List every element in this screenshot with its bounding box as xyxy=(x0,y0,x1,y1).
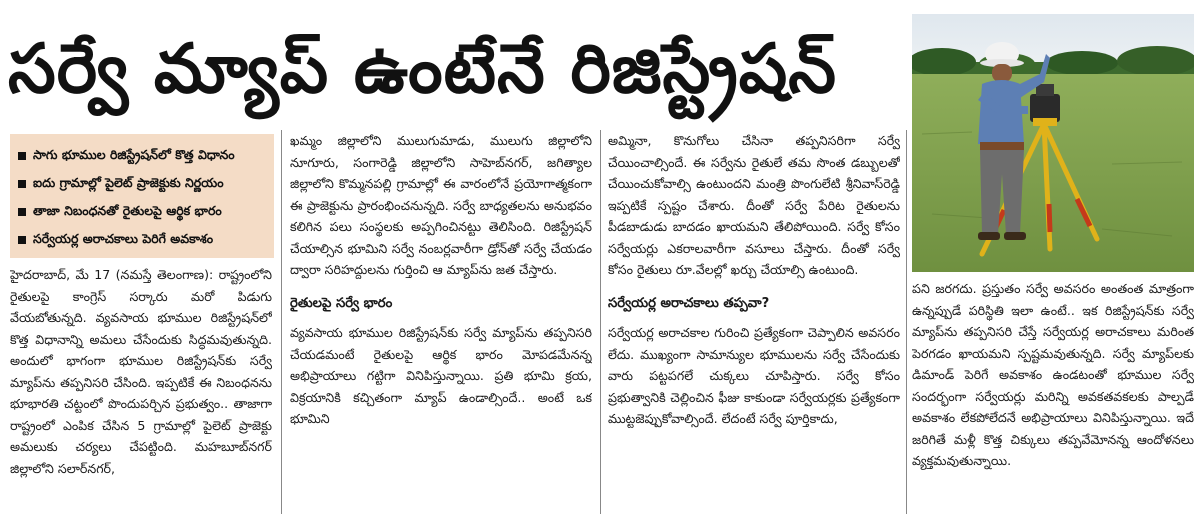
article-paragraph: పని జరగదు. ప్రస్తుతం సర్వే అవసరం అంతంత మాత్రంగా ఉన్నప్పుడే పరిస్థితి ఇలా ఉంటే.. ఇక రిజిస్ట్రేషన్‌కు సర్వే మ్యాప్‌ను తప్పనిసరి చేస్తే సర్వేయర్ల అరాచకాలు మరింత పెరగడం ఖాయమని స్పష్టమవుతున్నది. సర్వే మ్యాప్‌లకు డిమాండ్ పెరిగే అవకాశం ఉండటంతో భూముల సర్వే సందర్భంగా సర్వేయర్లు మరిన్ని అవకతవకలకు పాల్పడే అవకాశం లేకపోలేదనే అభిప్రాయాలు వినిపిస్తున్నాయి. ఇదే జరిగితే మళ్లీ కొత్త చిక్కులు తప్పవేమోనన్న ఆందోళనలు వ్యక్తమవుతున్నాయి. xyxy=(912,281,1194,468)
square-bullet-icon xyxy=(18,208,26,216)
article-column-4 xyxy=(912,278,1194,514)
subheading: రైతులపై సర్వే భారం xyxy=(290,295,393,311)
subheading: సర్వేయర్ల అరాచకాలు తప్పవా? xyxy=(608,295,770,311)
column-divider xyxy=(281,130,282,514)
article-paragraph: హైదరాబాద్, మే 17 (నమస్తే తెలంగాణ): రాష్ట్రంలోని రైతులపై కాంగ్రెస్ సర్కారు మరో పిడుగు వేయబోతున్నది. వ్యవసాయ భూముల రిజిస్ట్రేషన్‌లో కొత్త విధానాన్ని అమలు చేసేందుకు సిద్ధమవుతున్నది. అందులో భాగంగా భూముల రిజిస్ట్రేషన్‌కు సర్వే మ్యాప్‌ను తప్పనిసరి చేసింది. ఇప్పటికే ఈ నిబంధనను భూభారతి చట్టంలో పొందుపర్చిన ప్రభుత్వం.. తాజాగా రాష్ట్రంలో ఎంపిక చేసిన 5 గ్రామాల్లో పైలెట్ ప్రాజెక్టు అమలుకు చర్యలు చేపట్టింది. మహబూబ్‌నగర్ జిల్లాలోని సలార్‌నగర్, xyxy=(10,267,272,476)
column-divider xyxy=(600,130,601,514)
article-column-2 xyxy=(290,130,592,514)
square-bullet-icon xyxy=(18,236,26,244)
article-column-3 xyxy=(608,130,900,514)
highlight-item: ఐదు గ్రామాల్లో పైలెట్ ప్రాజెక్టుకు నిర్ణయం xyxy=(18,170,266,198)
headline: సర్వే మ్యాప్ ఉంటేనే రిజిస్ట్రేషన్ xyxy=(8,30,837,109)
surveyor-photo xyxy=(912,14,1194,272)
article-paragraph: వ్యవసాయ భూముల రిజిస్ట్రేషన్‌కు సర్వే మ్యాప్‌ను తప్పనిసరి చేయడమంటే రైతులపై ఆర్థిక భారం మోపడమేనన్న అభిప్రాయాలు గట్టిగా వినిపిస్తున్నాయి. ప్రతి భూమి క్రయ, విక్రయానికి కచ్చితంగా మ్యాప్ ఉండాల్సిందే.. అంటే ఒక భూమిని xyxy=(290,325,592,426)
square-bullet-icon xyxy=(18,152,26,160)
square-bullet-icon xyxy=(18,180,26,188)
article-column-1 xyxy=(10,264,272,514)
highlight-item: సాగు భూముల రిజిస్ట్రేషన్‌లో కొత్త విధానం xyxy=(18,142,266,170)
highlight-item: సర్వేయర్ల అరాచకాలు పెరిగే అవకాశం xyxy=(18,226,266,254)
highlights-box xyxy=(10,134,274,258)
highlight-item: తాజా నిబంధనతో రైతులపై ఆర్థిక భారం xyxy=(18,198,266,226)
column-divider xyxy=(906,130,907,514)
article-paragraph: సర్వేయర్ల అరాచకాల గురించి ప్రత్యేకంగా చెప్పాలిన అవసరం లేదు. ముఖ్యంగా సామాన్యుల భూములను సర్వే చేసేందుకు వారు పట్టపగలే చుక్కలు చూపిస్తారు. సర్వే కోసం ప్రభుత్వానికి చెల్లించిన ఫీజు కాకుండా సర్వేయర్లకు ప్రత్యేకంగా ముట్టజెప్పుకోవాల్సిందే. లేదంటే సర్వే పూర్తికాదు, xyxy=(608,325,900,426)
article-paragraph: ఖమ్మం జిల్లాలోని ములుగుమాడు, ములుగు జిల్లాలోని నూగూరు, సంగారెడ్డి జిల్లాలోని సాహెబ్‌నగర్, జగిత్యాల జిల్లాలోని కొమ్మనపల్లి గ్రామాల్లో ఈ వారంలోనే ప్రయోగాత్మకంగా ఈ ప్రాజెక్టును ప్రారంభించనున్నది. సర్వే బాధ్యతలను అనుభవం కలిగిన పలు సంస్థలకు అప్పగించినట్టు తెలిసింది. రిజిస్ట్రేషన్ చేయాల్సిన భూమిని సర్వే నంబర్లవారీగా డ్రోన్‌తో సర్వే చేయడం ద్వారా సరిహద్దులను గుర్తించి ఆ మ్యాప్‌ను జత చేస్తారు. xyxy=(290,133,592,277)
article-paragraph: అమ్మినా, కొనుగోలు చేసినా తప్పనిసరిగా సర్వే చేయించాల్సిందే. ఈ సర్వేను రైతులే తమ సొంత డబ్బులతో చేయించుకోవాల్సి ఉంటుందని మంత్రి పొంగులేటి శ్రీనివాస్‌రెడ్డి ఇప్పటికే స్పష్టం చేశారు. దీంతో సర్వే పేరిట రైతులను పీడబాడుడు బాదడం ఖాయమని తేలిపోయింది. సర్వే కోసం సర్వేయర్లు ఎకరాలవారీగా వసూలు చేస్తారు. దీంతో సర్వే కోసం రైతులు రూ.వేలల్లో ఖర్చు చేయాల్సి ఉంటుంది. xyxy=(608,133,900,277)
